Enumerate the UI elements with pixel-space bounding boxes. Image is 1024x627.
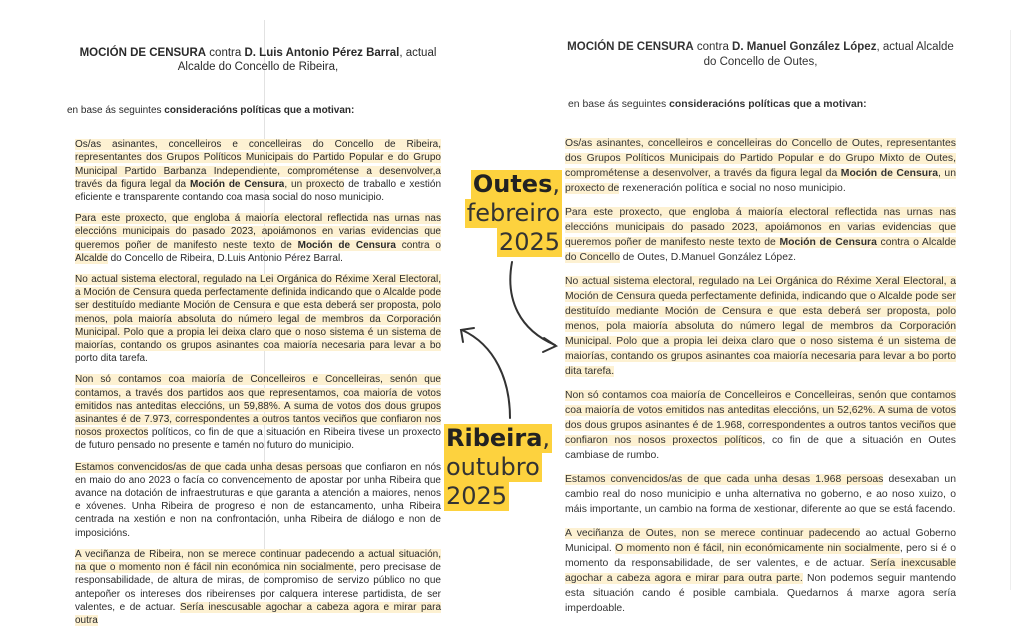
label-month: outubro xyxy=(446,453,540,481)
highlighted-text: Non só contamos coa maioría de Concelleiros e Concelleiras, senón que contamos coa maioría de votos emitidos nas anteditas eleccións, un 52,62%. A suma de votos dos dous grupos asinantes é de 1.968, correspondentes a outros tantos veciños que confiaron nos nosos proxectos políticos xyxy=(565,390,956,446)
text-segment: políticos, co fin de que a situación en Ribeira tivese un proxecto de futuro pensado no presente e tamén no futuro do municipio. xyxy=(75,427,441,452)
highlighted-text: Moción de Censura xyxy=(189,178,285,190)
highlighted-text: O momento non é fácil, nin económicamente nin socialmente xyxy=(615,543,900,554)
text-segment: , co fin de que a situación en Outes cambiase de rumbo. xyxy=(565,435,956,461)
text-segment: ao actual Goberno Municipal. xyxy=(565,528,956,554)
label-place: Ribeira xyxy=(446,424,543,452)
label-place: Outes xyxy=(472,170,553,198)
arrow-to-ribeira-document xyxy=(462,330,510,418)
label-month: febreiro xyxy=(466,199,560,227)
text-segment: desexaban un cambio real do noso municipio e unha alternativa no goberno, e ao noso xuizo, o máis importante, un cambio na forma de xestionar, diferente ao que se está facendo. xyxy=(565,474,956,515)
highlighted-text: contra o Alcalde do Concello xyxy=(565,237,957,263)
highlighted-text: , un proxecto xyxy=(284,178,345,190)
text-segment: de Outes, D.Manuel González López. xyxy=(619,252,797,263)
text-segment: MOCIÓN DE CENSURA xyxy=(567,41,694,53)
highlighted-text: Moción de Censura xyxy=(297,239,396,251)
highlighted-text: Para este proxecto, que engloba á maioría electoral reflectida nas urnas nas eleccións municipais do pasado 2023, apoiámonos en varias evidencias que queremos poñer de manifesto neste texto de xyxy=(565,207,956,248)
highlighted-text: Non só contamos coa maioría de Concelleiros e Concelleiras, senón que contamos, a través dos partidos aos que representamos, coa maioría de votos emitidos nas anteditas eleccións, un 59,88%. A suma de votos dos dous grupos asinantes é de 7.973, correspondentes a outros tantos veciños que confiaron nos nosos proxectos xyxy=(75,374,441,439)
text-segment: en base ás seguintes xyxy=(67,105,165,116)
highlighted-text: Para este proxecto, que engloba á maioría electoral reflectida nas urnas nas eleccións municipais do pasado 2023, apoiámonos en varias evidencias que queremos poñer de manifesto neste texto de xyxy=(75,213,441,251)
label-comma: , xyxy=(542,424,551,452)
text-segment: rexeneración política e social no noso municipio. xyxy=(619,183,846,194)
text-segment: do Concello de Ribeira, D.Luis Antonio Pérez Barral. xyxy=(107,252,343,264)
text-segment: , actual Alcalde do Concello de Outes, xyxy=(703,41,954,68)
text-segment: D. Manuel González López xyxy=(732,41,877,53)
label-comma: , xyxy=(552,170,560,198)
highlighted-text: A veciñanza de Outes, non se merece continuar padecendo xyxy=(565,528,861,539)
highlighted-text: No actual sistema electoral, regulado na Lei Orgánica do Réxime Xeral Electoral, a Moción de Censura queda perfectamente definida, indicando que o Alcalde pode ser destituído mediante Moción de Censura e que esta deberá ser proposta, polo menos, pola maioría absoluta do número legal de membros da Corporación Municipal. Polo que a propia lei deixa claro que o noso sistema é un sistema de maiorías, contando os grupos asinantes coa maioría necesaria para levar a bo porto dita tarefa. xyxy=(565,276,956,377)
text-segment: contra xyxy=(206,47,245,59)
label-year: 2025 xyxy=(446,482,508,510)
text-segment: consideracións políticas que a motivan: xyxy=(669,99,867,110)
text-segment: D. Luis Antonio Pérez Barral xyxy=(244,47,400,59)
text-segment: Non podemos seguir mantendo esta situación cando é posible cambiala. Quedarnos á marxe agora sería imperdoable. xyxy=(565,573,956,614)
highlighted-text: Sería inescusable agochar a cabeza agora e mirar para outra xyxy=(75,601,442,626)
label-year: 2025 xyxy=(498,228,560,256)
highlighted-text: contra o Alcalde xyxy=(75,239,441,264)
text-segment: , pero si é o momento da responsabilidade, de ser valentes, e de actuar. xyxy=(565,543,956,569)
highlighted-text: Moción de Censura xyxy=(840,168,938,179)
text-segment: , actual Alcalde do Concello de Ribeira, xyxy=(177,47,437,73)
highlighted-text: Sería inexcusable agochar a cabeza agora e mirar para outra parte. xyxy=(565,558,956,584)
highlighted-text: No actual sistema electoral, regulado na Lei Orgánica do Réxime Xeral Electoral, a Moción de Censura queda perfectamente definida indicando que o Alcalde pode ser destituído mediante Moción de Censura e que esta deberá ser proposta, polo menos, pola maioría absoluta do número legal de membros da Corporación Municipal. Polo que a propia lei deixa claro que o noso sistema é un sistema de maiorías, contando os grupos asinantes coa maioría necesaria para levar a bo xyxy=(75,274,441,352)
highlighted-text: Os/as asinantes, concelleiros e concelleiras do Concello de Outes, representantes dos Grupos Políticos Municipais do Partido Popular e do Grupo Mixto de Outes, comprométense a desenvolver, a través da figura legal da xyxy=(565,138,956,179)
highlighted-text: Moción de Censura xyxy=(779,237,877,248)
text-segment: , pero precisase de responsabilidade, de altura de miras, de compromiso de servizo público no que antepoñer os intereses dos ribeirenses por calquera interese partidista, de ser valentes, e de actuar. xyxy=(75,562,441,613)
text-segment: de traballo e xestión eficiente e transparente contando coa masa social do noso municipio. xyxy=(75,178,442,204)
arrow-to-outes-document xyxy=(510,262,555,345)
highlighted-text: Estamos convencidos/as de que cada unha desas persoas xyxy=(75,461,342,473)
text-segment: consideracións políticas que a motivan: xyxy=(164,105,355,116)
text-segment: MOCIÓN DE CENSURA xyxy=(79,47,207,59)
text-segment: porto dita tarefa. xyxy=(75,353,148,365)
text-segment: que confiaron en nós en maio do ano 2023 o facía co convencemento de apostar por unha Ribeira que avance na dotación de infraestruturas e que garanta a atención a maiores, nenos e xóvenes. Unha Ribeira de progreso e non de estancamento, unha Ribeira centrada na xestión e non na confrontación, unha Ribeira de diálogo e non de imposicións. xyxy=(75,461,442,539)
text-segment: en base ás seguintes xyxy=(568,99,670,110)
highlighted-text: , un proxecto de xyxy=(565,168,956,194)
highlighted-text: Os/as asinantes, concelleiros e concelleiras do Concello de Ribeira, representantes dos Grupos Políticos Municipais do Partido Popular e do Grupo Municipal Partido Barbanza Independiente, comprométense a desenvolver,a través da figura legal da xyxy=(75,139,441,190)
highlighted-text: A veciñanza de Ribeira, non se merece continuar padecendo a actual situación, na que o momento non é fácil nin económica nin socialmente xyxy=(75,548,441,574)
highlighted-text: Estamos convencidos/as de que cada unha desas 1.968 persoas xyxy=(565,474,884,485)
text-segment: contra xyxy=(693,41,733,53)
